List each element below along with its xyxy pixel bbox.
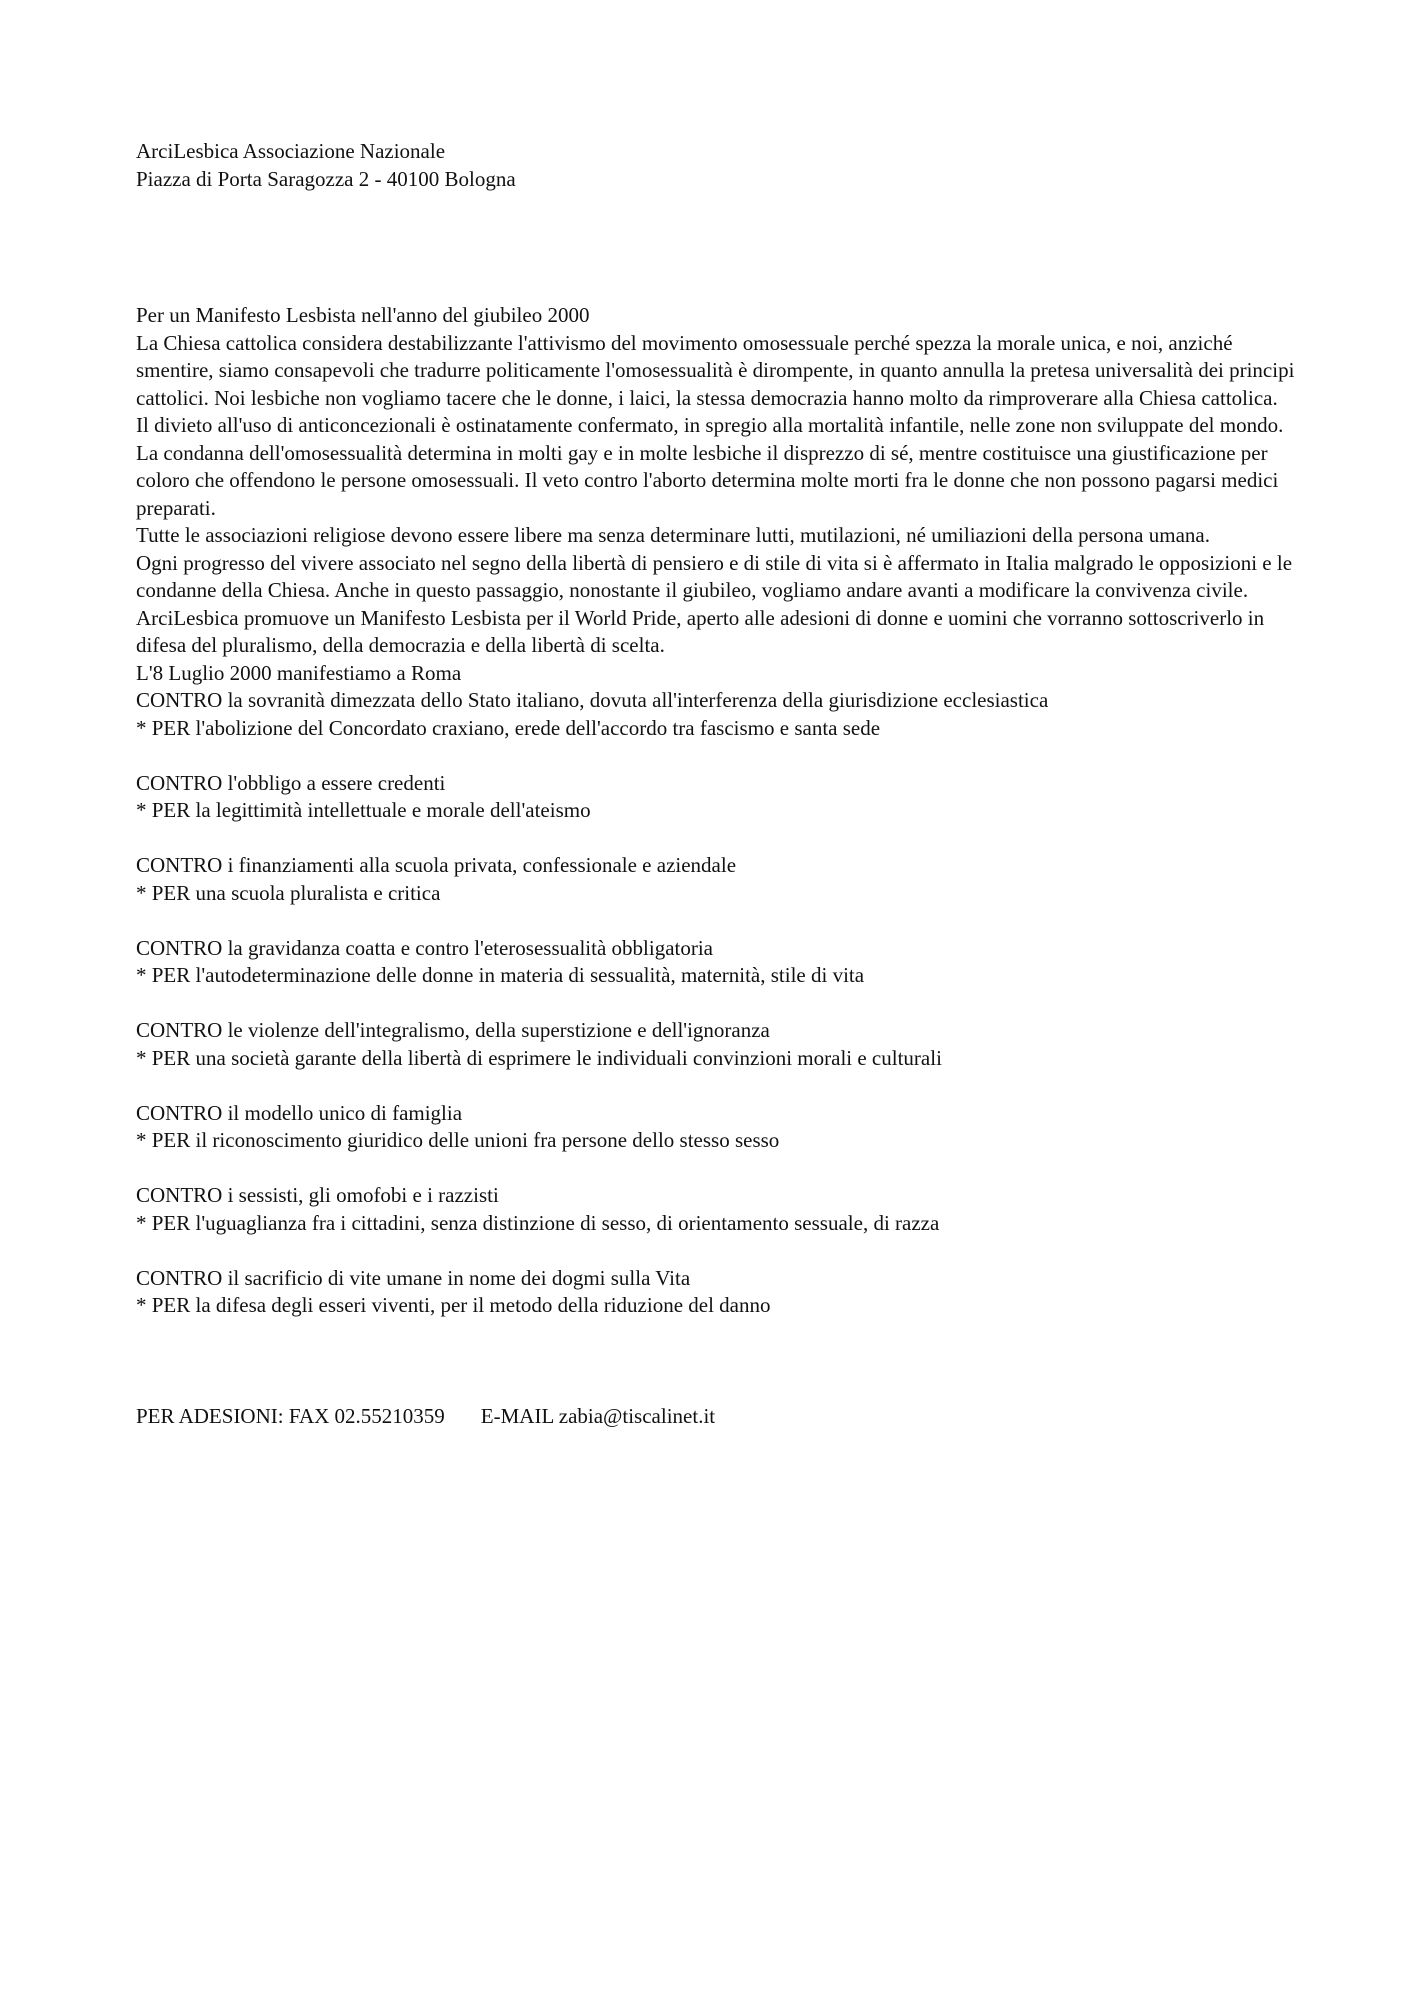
manifesto-point <box>136 1182 1296 1237</box>
manifesto-point <box>136 770 1296 825</box>
paragraph-progress: Ogni progresso del vivere associato nel segno della libertà di pensiero e di stile di vita si è affermato in Italia malgrado le opposizioni e le condanne della Chiesa. Anche in questo passaggio, nonostante il giubileo, vogliamo andare avanti a modificare la convivenza civile. <box>136 550 1293 602</box>
fax-number: PER ADESIONI: FAX 02.55210359 <box>136 1403 445 1428</box>
per-line: * PER il riconoscimento giuridico delle unioni fra persone dello stesso sesso <box>136 1128 780 1152</box>
contro-line: CONTRO i finanziamenti alla scuola privata, confessionale e aziendale <box>136 853 737 877</box>
contro-line: CONTRO i sessisti, gli omofobi e i razzisti <box>136 1183 499 1207</box>
contro-line: CONTRO l'obbligo a essere credenti <box>136 770 446 795</box>
per-line: * PER l'abolizione del Concordato craxiano, erede dell'accordo tra fascismo e santa sede <box>136 715 881 740</box>
manifesto-point <box>136 852 1296 907</box>
demonstration-date: L'8 Luglio 2000 manifestiamo a Roma <box>136 660 462 685</box>
organization-address: Piazza di Porta Saragozza 2 - 40100 Bologna <box>136 166 516 191</box>
per-line: * PER la difesa degli esseri viventi, per il metodo della riduzione del danno <box>136 1293 771 1317</box>
per-line: * PER l'uguaglianza fra i cittadini, senza distinzione di sesso, di orientamento sessuale, di razza <box>136 1210 940 1235</box>
contro-line: CONTRO le violenze dell'integralismo, della superstizione e dell'ignoranza <box>136 1018 770 1042</box>
letterhead <box>136 138 1296 193</box>
per-line: * PER la legittimità intellettuale e morale dell'ateismo <box>136 798 591 822</box>
document-title: Per un Manifesto Lesbista nell'anno del giubileo 2000 <box>136 303 590 327</box>
paragraph-church: La Chiesa cattolica considera destabilizzante l'attivismo del movimento omosessuale perché spezza la morale unica, e noi, anziché smentire, siamo consapevoli che tradurre politicamente l'omosessualità è dirompente, in quanto annulla la pretesa universalità dei principi cattolici. Noi lesbiche non vogliamo tacere che le donne, i laici, la stessa democrazia hanno molto da rimproverare alla Chiesa cattolica. <box>136 330 1295 410</box>
document-page <box>136 138 1296 1430</box>
manifesto-point <box>136 1265 1296 1320</box>
per-line: * PER l'autodeterminazione delle donne in materia di sessualità, maternità, stile di vita <box>136 963 865 987</box>
manifesto-point <box>136 1017 1296 1072</box>
paragraph-contraception: Il divieto all'uso di anticoncezionali è ostinatamente confermato, in spregio alla mortalità infantile, nelle zone non sviluppate del mondo. La condanna dell'omosessualità determina in molti gay e in molte lesbiche il disprezzo di sé, mentre costituisce una giustificazione per coloro che offendono le persone omosessuali. Il veto contro l'aborto determina molte morti fra le donne che non possono pagarsi medici preparati. <box>136 413 1284 520</box>
contro-line: CONTRO il modello unico di famiglia <box>136 1100 463 1125</box>
manifesto-point <box>136 687 1296 742</box>
per-line: * PER una scuola pluralista e critica <box>136 880 441 905</box>
contro-line: CONTRO la sovranità dimezzata dello Stato italiano, dovuta all'interferenza della giurisdizione ecclesiastica <box>136 688 1049 712</box>
email-address: E-MAIL zabia@tiscalinet.it <box>480 1403 716 1428</box>
contro-line: CONTRO il sacrificio di vite umane in nome dei dogmi sulla Vita <box>136 1265 691 1290</box>
paragraph-associations: Tutte le associazioni religiose devono essere libere ma senza determinare lutti, mutilazioni, né umiliazioni della persona umana. <box>136 523 1210 547</box>
contact-info <box>136 1403 1296 1431</box>
manifesto-point <box>136 935 1296 990</box>
manifesto-point <box>136 1100 1296 1155</box>
paragraph-manifesto: ArciLesbica promuove un Manifesto Lesbista per il World Pride, aperto alle adesioni di donne e uomini che vorranno sottoscriverlo in difesa del pluralismo, della democrazia e della libertà di scelta. <box>136 605 1265 657</box>
contro-line: CONTRO la gravidanza coatta e contro l'eterosessualità obbligatoria <box>136 935 713 960</box>
organization-name: ArciLesbica Associazione Nazionale <box>136 139 446 163</box>
per-line: * PER una società garante della libertà di esprimere le individuali convinzioni morali e culturali <box>136 1045 942 1070</box>
